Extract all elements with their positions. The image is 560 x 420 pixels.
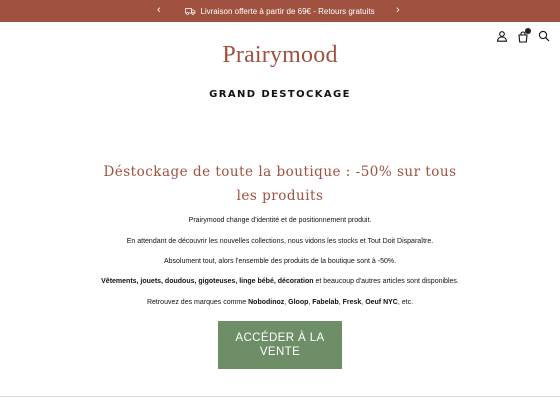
brand-separator: , xyxy=(284,299,289,306)
brand-name: Nobodinoz xyxy=(248,299,285,306)
categories-list: Vêtements, jouets, doudous, gigoteuses, linge bébé, décoration xyxy=(101,278,314,285)
header-icons xyxy=(496,30,550,42)
brand-name: Fabelab xyxy=(312,299,339,306)
discount-paragraph: Absolument tout, alors l'ensemble des produits de la boutique sont à -50%. xyxy=(163,258,397,265)
cart-badge xyxy=(525,28,531,34)
brand-separator: , etc. xyxy=(397,299,414,306)
delivery-truck-icon xyxy=(185,7,196,15)
stock-paragraph: En attendant de découvrir les nouvelles collections, nous vidons les stocks et Tout Doit Disparaître. xyxy=(126,238,434,245)
announcement-text: Livraison offerte à partir de 69€ - Retours gratuits xyxy=(200,6,375,16)
brand-name: Gloop xyxy=(288,299,309,306)
intro-paragraph: Prairymood change d'identité et de positionnement produit. xyxy=(188,217,372,224)
brands-paragraph xyxy=(60,298,500,308)
cart-button[interactable] xyxy=(517,30,529,42)
brand-separator: , xyxy=(338,299,343,306)
brand-logo[interactable]: Prairymood xyxy=(222,42,338,68)
sale-headline: Déstockage de toute la boutique : -50% sur tous les produits xyxy=(103,164,457,204)
site-header xyxy=(0,22,560,80)
brand-separator: , xyxy=(361,299,366,306)
announcement-bar xyxy=(0,0,560,22)
brand-name: Fresk xyxy=(342,299,362,306)
brand-name: Oeuf NYC xyxy=(365,299,398,306)
access-sale-button[interactable]: ACCÉDER À LA VENTE xyxy=(218,321,342,369)
categories-paragraph xyxy=(60,277,500,287)
page-subtitle: GRAND DESTOCKAGE xyxy=(209,89,351,100)
announcement-next-arrow[interactable]: › xyxy=(396,4,400,16)
brand-separator: , xyxy=(308,299,313,306)
categories-tail: et beaucoup d'autres articles sont disponibles. xyxy=(313,278,459,285)
search-icon[interactable] xyxy=(538,30,550,42)
account-icon[interactable] xyxy=(496,30,508,42)
brands-intro: Retrouvez des marques comme xyxy=(146,299,249,306)
divider xyxy=(0,396,560,397)
announcement-prev-arrow[interactable]: ‹ xyxy=(157,4,161,16)
